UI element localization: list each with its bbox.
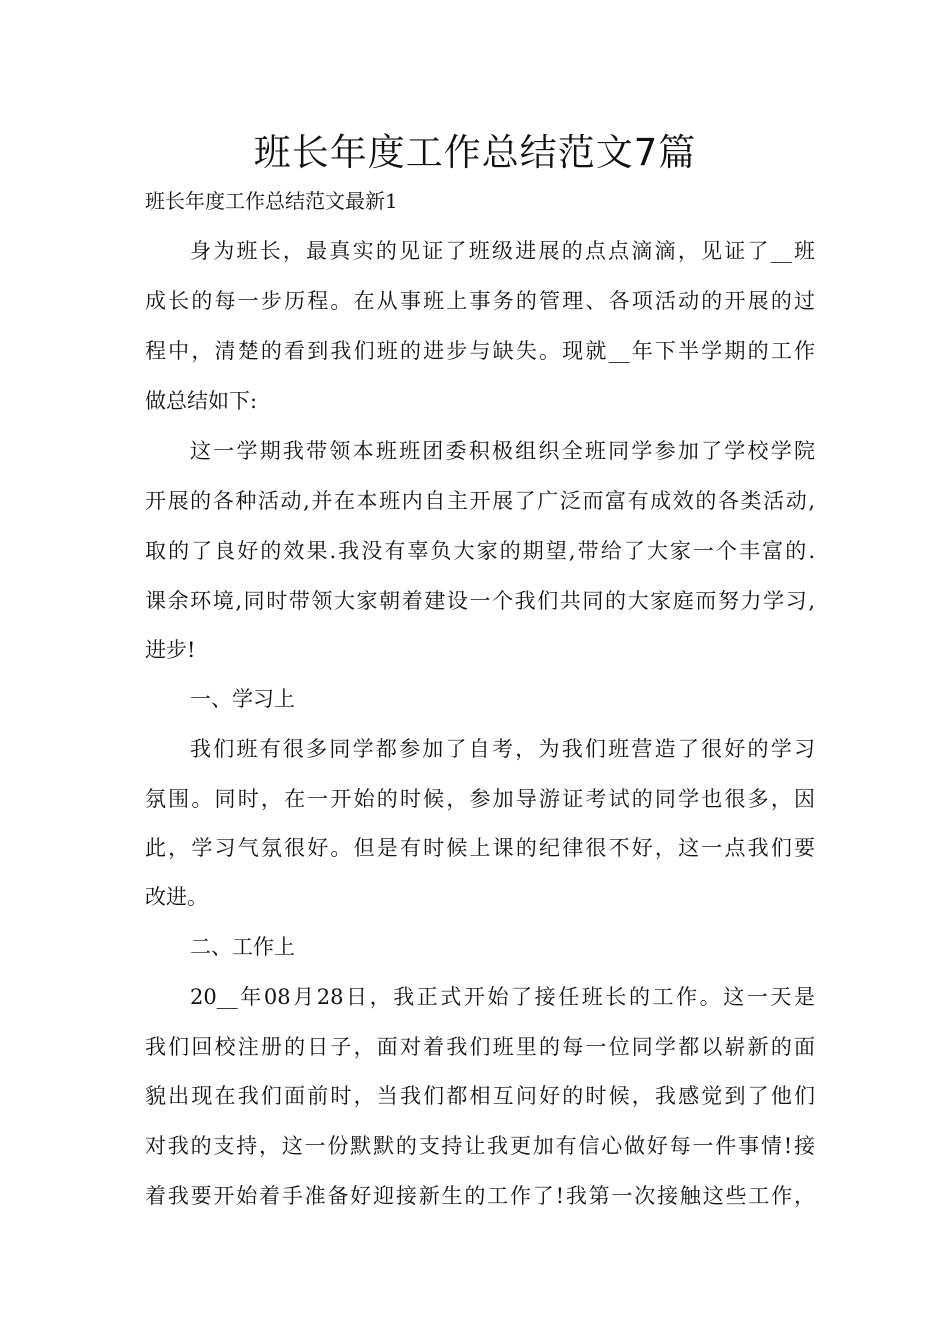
paragraph-line: 貌出现在我们面前时，当我们都相互问好的时候，我感觉到了他们 <box>145 1084 815 1108</box>
paragraph-line: 这一学期我带领本班班团委积极组织全班同学参加了学校学院 <box>190 439 815 463</box>
paragraph-line: 成长的每一步历程。在从事班上事务的管理、各项活动的开展的过 <box>145 289 815 313</box>
section-heading: 二、工作上 <box>190 935 295 959</box>
paragraph-line: 取的了良好的效果.我没有辜负大家的期望,带给了大家一个丰富的. <box>145 539 815 563</box>
section-subheading: 班长年度工作总结范文最新1 <box>145 189 398 213</box>
paragraph-line: 20__年08月28日，我正式开始了接任班长的工作。这一天是 <box>190 985 815 1009</box>
paragraph-line: 此，学习气氛很好。但是有时候上课的纪律很不好，这一点我们要 <box>145 836 815 860</box>
paragraph-line: 程中，清楚的看到我们班的进步与缺失。现就__年下半学期的工作 <box>145 339 815 363</box>
paragraph-line: 改进。 <box>145 885 208 909</box>
paragraph-line: 着我要开始着手准备好迎接新生的工作了!我第一次接触这些工作， <box>145 1184 815 1208</box>
paragraph-line: 我们回校注册的日子，面对着我们班里的每一位同学都以崭新的面 <box>145 1035 815 1059</box>
paragraph-line: 进步! <box>145 638 196 662</box>
paragraph-line: 开展的各种活动,并在本班内自主开展了广泛而富有成效的各类活动, <box>145 489 815 513</box>
paragraph-line: 氛围。同时，在一开始的时候，参加导游证考试的同学也很多，因 <box>145 787 815 811</box>
section-heading: 一、学习上 <box>190 687 295 711</box>
paragraph-line: 我们班有很多同学都参加了自考，为我们班营造了很好的学习 <box>190 737 815 761</box>
paragraph-line: 身为班长，最真实的见证了班级进展的点点滴滴，见证了__班 <box>190 239 815 263</box>
paragraph-line: 做总结如下: <box>145 389 258 413</box>
paragraph-line: 课余环境,同时带领大家朝着建设一个我们共同的大家庭而努力学习, <box>145 589 815 613</box>
document-title: 班长年度工作总结范文7篇 <box>253 131 697 174</box>
paragraph-line: 对我的支持，这一份默默的支持让我更加有信心做好每一件事情!接 <box>145 1134 815 1158</box>
